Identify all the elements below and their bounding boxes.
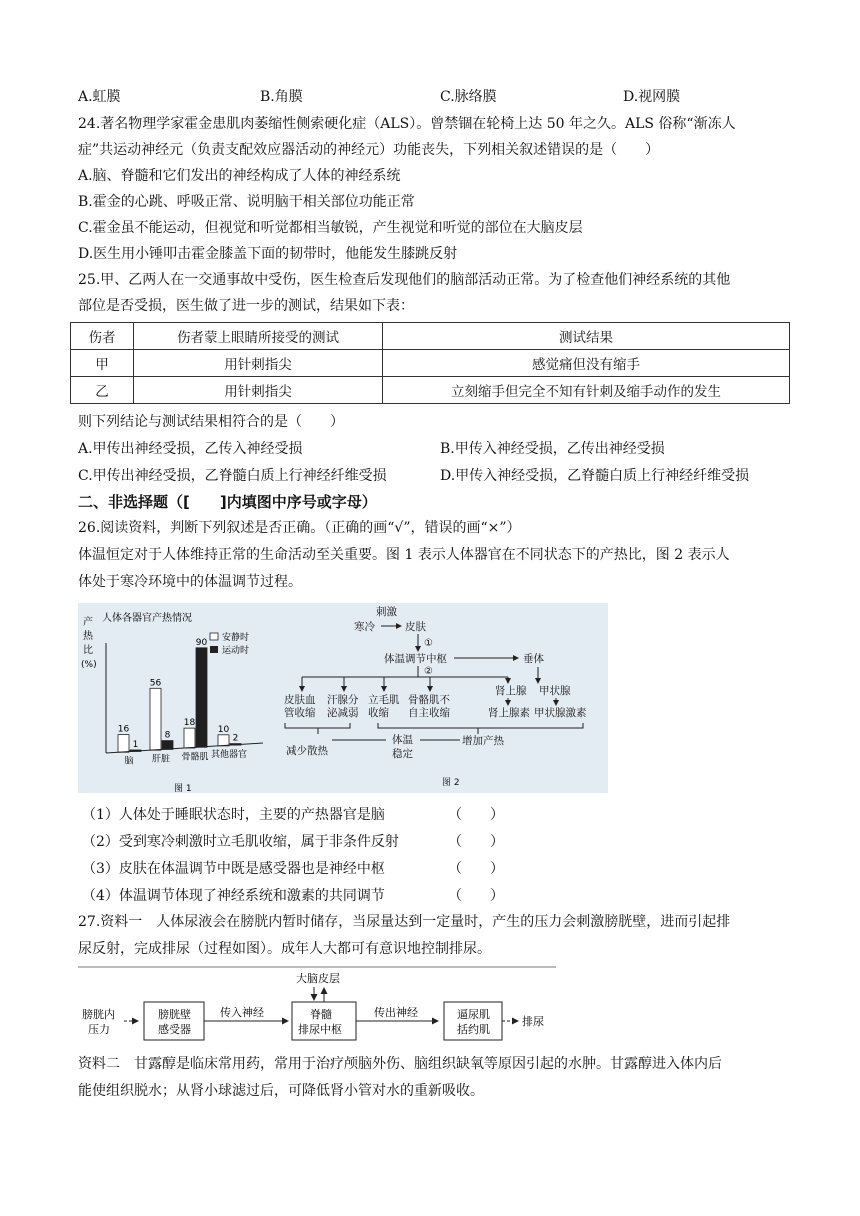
fig2-cold: 寒冷: [354, 621, 375, 633]
fig2-thyroid: 甲状腺: [539, 685, 571, 697]
fig1-category-label: 骨骼肌: [181, 752, 209, 763]
fig2-effector-2-b: 泌减弱: [327, 707, 359, 719]
fig2-stable-2: 稳定: [392, 748, 413, 760]
q27-stem-line2: 尿反射，完成排尿（过程如图）。成年人大都可有意识地控制排尿。: [78, 941, 491, 957]
flow-efferent: 传出神经: [374, 1006, 418, 1019]
fig2-increase: 增加产热: [462, 735, 504, 747]
flow-effector-2: 括约肌: [457, 1023, 490, 1036]
q26-intro-line1: 体温恒定对于人体维持正常的生命活动至关重要。图 1 表示人体器官在不同状态下的产热比，图 2 表示人: [78, 547, 730, 563]
table-header: 伤者: [71, 323, 134, 350]
q25-option-d: D.甲传入神经受损，乙脊髓白质上行神经纤维受损: [440, 468, 750, 484]
fig2-skin: 皮肤: [405, 621, 426, 633]
table-cell: 立刻缩手但完全不知有针刺及缩手动作的发生: [383, 377, 790, 404]
fig2-effector-3-a: 立毛肌: [368, 694, 400, 706]
fig1-data-label: 8: [164, 730, 171, 741]
q26-answer-1: （ ）: [448, 807, 504, 823]
fig1-bar-rest-3: [184, 728, 195, 748]
q26-answer-2: （ ）: [448, 834, 504, 850]
q25-option-b: B.甲传入神经受损，乙传出神经受损: [440, 441, 665, 457]
fig2-center: 体温调节中枢: [384, 653, 447, 665]
table-row: [71, 350, 790, 377]
fig1-data-label: 16: [117, 724, 130, 735]
flow-cortex: 大脑皮层: [296, 972, 340, 985]
fig2-effector-2-a: 汗腺分: [327, 694, 359, 706]
q26-intro-line2: 体处于寒冷环境中的体温调节过程。: [78, 574, 302, 590]
q25-stem-line1: 25.甲、乙两人在一交通事故中受伤，医生检查后发现他们的脑部活动正常。为了检查他们神经系统的其他: [78, 272, 731, 288]
fig2-stimulus: 刺激: [376, 606, 397, 618]
fig1-ylabel-4: (%): [81, 660, 97, 670]
fig2-pituitary: 垂体: [523, 653, 544, 665]
fig2-path-2: ②: [424, 666, 433, 677]
table-cell: 乙: [71, 377, 134, 404]
table-cell: 用针刺指尖: [134, 350, 383, 377]
fig2-effector-1-a: 皮肤血: [284, 694, 316, 706]
q25-question: 则下列结论与测试结果相符合的是（ ）: [78, 414, 344, 430]
q26-item-3: （3）皮肤在体温调节中既是感受器也是神经中枢: [82, 861, 385, 877]
fig1-ylabel-3: 比: [83, 645, 93, 656]
flow-afferent: 传入神经: [220, 1006, 264, 1019]
table-header: 测试结果: [383, 323, 790, 350]
q26-item-2: （2）受到寒冷刺激时立毛肌收缩，属于非条件反射: [82, 834, 399, 850]
q26-item-1: （1）人体处于睡眠状态时，主要的产热器官是脑: [82, 807, 385, 823]
flow-start-1: 膀胱内: [82, 1008, 115, 1021]
q24-option-d: D.医生用小锤叩击霍金膝盖下面的韧带时，他能发生膝跳反射: [78, 246, 458, 262]
fig1-category-label: 脑: [124, 756, 134, 767]
q25-table: [70, 322, 790, 404]
q23-option-d: D.视网膜: [623, 89, 681, 105]
q24-stem-line2: 症”共运动神经元（负责支配效应器活动的神经元）功能丧失，下列相关叙述错误的是（ ）: [78, 142, 660, 158]
fig2-thyroxine: 甲状腺激素: [534, 707, 587, 719]
q25-option-a: A.甲传出神经受损，乙传入神经受损: [78, 441, 303, 457]
flow-center-1: 脊髓: [310, 1008, 332, 1021]
fig2-effector-4-a: 骨骼肌不: [408, 694, 450, 706]
fig1-data-label: 2: [232, 733, 239, 744]
flow-effector-1: 逼尿肌: [457, 1008, 490, 1021]
fig1-category-label: 肝脏: [151, 754, 171, 765]
fig1-data-label: 10: [217, 724, 230, 735]
q26-stem: 26.阅读资料，判断下列叙述是否正确。（正确的画“√”，错误的画“×”）: [78, 520, 521, 536]
fig2-effector-1-b: 管收缩: [284, 707, 316, 719]
q24-option-c: C.霍金虽不能运动，但视觉和听觉都相当敏锐，产生视觉和听觉的部位在大脑皮层: [78, 220, 583, 236]
urination-reflex-diagram: [78, 966, 558, 1046]
fig1-bar-rest-1: [118, 735, 129, 753]
q24-option-a: A.脑、脊髓和它们发出的神经构成了人体的神经系统: [78, 168, 401, 184]
fig1-data-label: 18: [183, 718, 196, 729]
flow-center-2: 排尿中枢: [298, 1023, 342, 1036]
fig1-bar-rest-2: [150, 688, 161, 750]
flow-end: 排尿: [522, 1015, 544, 1028]
table-header-row: [71, 323, 790, 350]
fig1-data-label: 1: [132, 739, 139, 750]
q26-item-4: （4）体温调节体现了神经系统和激素的共同调节: [82, 888, 385, 904]
table-row: [71, 377, 790, 404]
q25-stem-line2: 部位是否受损，医生做了进一步的测试，结果如下表：: [78, 298, 414, 314]
q23-option-c: C.脉络膜: [440, 89, 497, 105]
fig2-effector-3-b: 收缩: [368, 707, 389, 719]
q27-material2-line2: 能使组织脱水；从肾小球滤过后，可降低肾小管对水的重新吸收。: [78, 1083, 484, 1099]
table-cell: 用针刺指尖: [134, 377, 383, 404]
fig1-legend-rest: 安静时: [222, 633, 250, 643]
q25-option-c: C.甲传出神经受损，乙脊髓白质上行神经纤维受损: [78, 468, 387, 484]
flow-receptor-1: 膀胱壁: [158, 1008, 191, 1021]
q26-answer-4: （ ）: [448, 888, 504, 904]
figure-photo: [78, 603, 608, 793]
table-header: 伤者蒙上眼睛所接受的测试: [134, 323, 383, 350]
fig2-adrenal: 肾上腺: [495, 685, 527, 697]
fig1-bar-rest-4: [218, 735, 229, 746]
fig1-bar-exercise-3: [196, 648, 207, 747]
fig1-legend-exercise: 运动时: [222, 646, 250, 656]
q23-option-a: A.虹膜: [78, 89, 121, 105]
fig1-data-label: 56: [149, 678, 162, 689]
flow-receptor-2: 感受器: [158, 1023, 191, 1036]
fig2-caption: 图 2: [442, 778, 460, 788]
fig1-legend-swatch-exercise: [210, 646, 218, 653]
fig2-path-1: ①: [424, 638, 433, 649]
flow-start-2: 压力: [88, 1023, 110, 1036]
fig2-stable-1: 体温: [392, 734, 413, 746]
fig2-adrenaline: 肾上腺素: [488, 707, 530, 719]
fig1-title: 人体各器官产热情况: [102, 613, 192, 624]
q27-material2-line1: 资料二 甘露醇是临床常用药，常用于治疗颅脑外伤、脑组织缺氧等原因引起的水肿。甘露醇进入体内后: [78, 1056, 722, 1072]
table-cell: 感觉痛但没有缩手: [383, 350, 790, 377]
table-cell: 甲: [71, 350, 134, 377]
fig1-bar-exercise-2: [162, 741, 173, 750]
q23-option-b: B.角膜: [260, 89, 303, 105]
fig1-data-label: 90: [195, 637, 208, 648]
fig2-reduce: 减少散热: [286, 745, 328, 757]
fig2-effector-4-b: 自主收缩: [408, 707, 450, 719]
q24-stem-line1: 24.著名物理学家霍金患肌肉萎缩性侧索硬化症（ALS）。曾禁锢在轮椅上达 50 年之久。ALS 俗称“渐冻人: [78, 116, 736, 132]
fig1-ylabel-2: 热: [83, 631, 93, 642]
q26-answer-3: （ ）: [448, 861, 504, 877]
fig1-legend-swatch-rest: [210, 633, 218, 640]
q27-stem-line1: 27.资料一 人体尿液会在膀胱内暂时储存，当尿量达到一定量时，产生的压力会刺激膀胱壁，进而引起排: [78, 914, 731, 930]
q24-option-b: B.霍金的心跳、呼吸正常、说明脑干相关部位功能正常: [78, 194, 415, 210]
section-2-title: 二、非选择题（[ ]内填图中序号或字母）: [78, 493, 377, 511]
fig1-ylabel-1: 产: [83, 617, 93, 628]
fig1-caption: 图 1: [174, 784, 192, 793]
fig1-category-label: 其他器官: [210, 750, 248, 761]
